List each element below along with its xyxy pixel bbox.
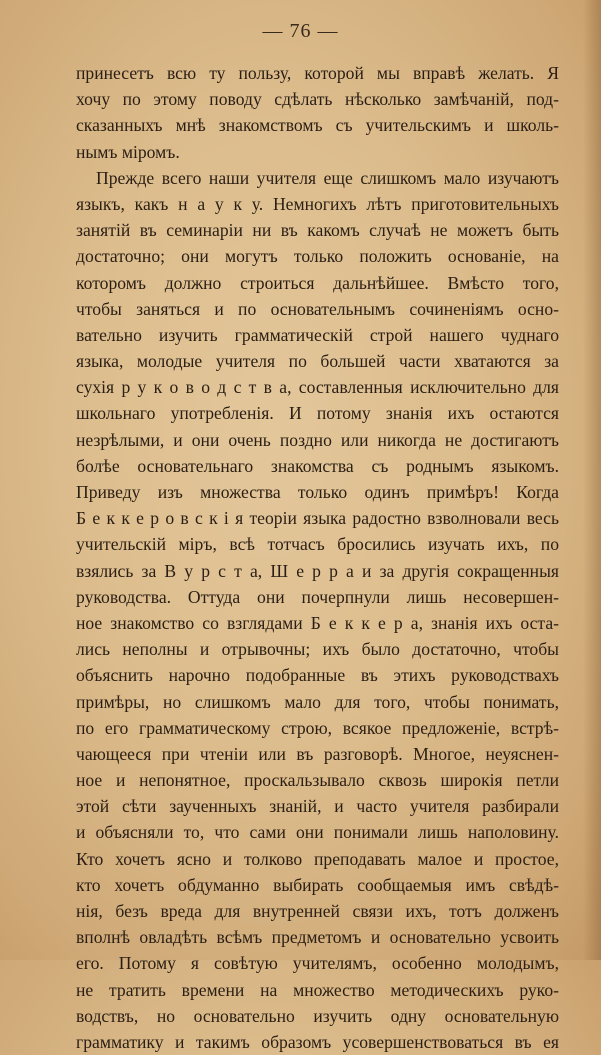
text-line: хочу по этому поводу сдѣлать нѣсколько замѣчаній, под- [76, 89, 559, 110]
text-line: учительскій міръ, всѣ тотчасъ бросились изучать ихъ, по [76, 534, 559, 555]
text-line: его. Потому я совѣтую учителямъ, особенно молодымъ, [76, 953, 559, 974]
text-line: этой сѣти заученныхъ знаній, и часто учителя разбирали [76, 796, 559, 817]
text-line: Прежде всего наши учителя еще слишкомъ мало изучаютъ [96, 167, 559, 188]
text-line: ное и непонятное, проскальзывало сквозь широкія петли [76, 770, 559, 791]
text-line: водствъ, но основательно изучить одну основательную [76, 1005, 559, 1026]
text-line: занятій въ семинаріи ни въ какомъ случаѣ не можетъ быть [76, 220, 559, 241]
text-line: принесетъ всю ту пользу, которой мы вправѣ желать. Я [76, 63, 559, 83]
text-line: взялись за В у р с т а, Ш е р р а и за другія сокращенныя [76, 560, 559, 581]
text-line: Кто хочетъ ясно и толково преподавать малое и простое, [76, 848, 559, 869]
text-line: руководства. Оттуда они почерпнули лишь несовершен- [76, 586, 559, 607]
text-line: школьнаго употребленія. И потому знанія ихъ остаются [76, 403, 559, 424]
text-line: Б е к к е р о в с к і я теоріи языка радостно взволновали весь [76, 508, 559, 529]
text-line: грамматику и такимъ образомъ усовершенствоваться въ ея [76, 1031, 559, 1052]
text-line: болѣе основательнаго знакомства съ роднымъ языкомъ. [76, 455, 559, 476]
text-line: языка, молодые учителя по большей части хватаются за [76, 351, 559, 372]
text-line: нія, безъ вреда для внутренней связи ихъ, тотъ долженъ [76, 901, 559, 921]
page-edge-shadow [583, 0, 601, 960]
text-line: сухія р у к о в о д с т в а, составленныя исключительно для [76, 377, 559, 398]
page-number: — 76 — [262, 20, 339, 42]
text-line: языкъ, какъ н а у к у. Немногихъ лѣтъ приготовительныхъ [76, 193, 559, 214]
text-line: вательно изучить грамматическій строй нашего чуднаго [76, 324, 559, 345]
text-line: ное знакомство со взглядами Б е к к е р а, знанія ихъ оста- [76, 612, 559, 633]
text-line: нымъ міромъ. [76, 141, 180, 162]
text-line: примѣры, но слишкомъ мало для того, чтобы понимать, [76, 691, 559, 712]
text-line: чтобы заняться и по основательнымъ сочиненіямъ осно- [76, 298, 559, 319]
text-line: чающееся при чтеніи или въ разговорѣ. Многое, неуяснен- [76, 743, 559, 764]
text-line: по его грамматическому строю, всякое предложеніе, встрѣ- [76, 717, 559, 738]
text-line: вполнѣ овладѣть всѣмъ предметомъ и основательно усвоить [76, 927, 559, 948]
body-text [76, 60, 559, 1055]
text-line: Приведу изъ множества только одинъ примѣръ! Когда [76, 482, 559, 502]
text-line: объяснить нарочно подобранные въ этихъ руководствахъ [76, 665, 559, 686]
text-line: не тратить времени на множество методическихъ руко- [76, 979, 559, 1000]
text-line: которомъ должно строиться дальнѣйшее. Вмѣсто того, [76, 272, 559, 293]
text-line: кто хочетъ обдуманно выбирать сообщаемыя имъ свѣдѣ- [76, 874, 559, 895]
text-line: и объясняли то, что сами они понимали лишь наполовину. [76, 822, 559, 843]
text-line: лись неполны и отрывочны; ихъ было достаточно, чтобы [76, 639, 559, 660]
text-line: достаточно; они могутъ только положить основаніе, на [76, 246, 559, 267]
text-line: незрѣлыми, и они очень поздно или никогда не достигаютъ [76, 429, 559, 450]
text-line: сказанныхъ мнѣ знакомствомъ съ учительскимъ и школь- [76, 115, 559, 136]
